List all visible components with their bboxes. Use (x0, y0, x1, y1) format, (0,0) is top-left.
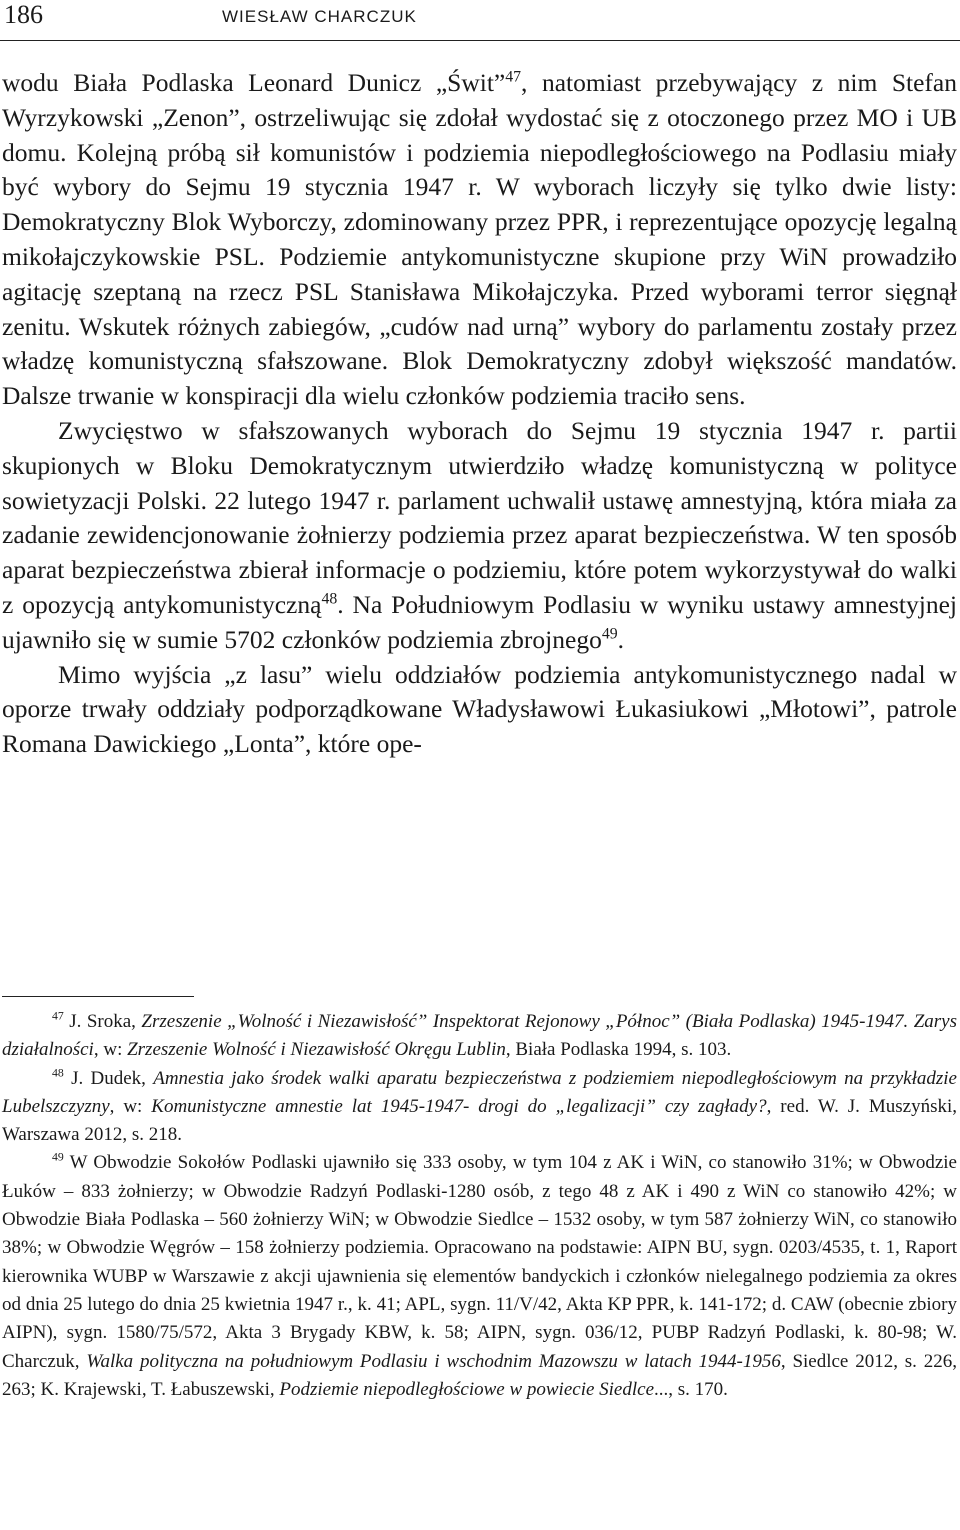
paragraph (2, 414, 957, 658)
page-header (0, 0, 960, 41)
text-span: J. Dudek, (63, 1067, 154, 1089)
text-span: . (617, 624, 624, 654)
footnote-separator (2, 996, 194, 997)
footnote-ref: 49 (601, 625, 618, 643)
footnote-ref: 48 (321, 590, 338, 608)
paragraph (2, 66, 957, 414)
text-span: Zwycięstwo w sfałszowanych wyborach do Sejmu 19 stycznia 1947 r. partii skupionych w Bloku Demokratycznym utwierdziło władzę komunistyczną w polityce sowietyzacji Polski. 22 lutego 1947 r. parlament uchwalił ustawę amnestyjną, która miała za zadanie zewidencjonowanie żołnierzy podziemia przez aparat bezpieczeństwa. W ten sposób aparat bezpieczeństwa zbierał informacje o podziemiu, które potem wykorzystywał do walki z opozycją antykomunistyczną (2, 415, 957, 619)
page-number: 186 (4, 0, 43, 29)
text-span: , w: (93, 1039, 128, 1061)
text-span: wodu Biała Podlaska Leonard Dunicz „Świt” (2, 68, 506, 97)
italic-title: Zrzeszenie Wolność i Niezawisłość Okręgu Lublin (127, 1039, 506, 1061)
text-span: Mimo wyjścia „z lasu” wielu oddziałów podziemia antykomunistycznego nadal w oporze trwały oddziały podporządkowane Władysławowi Łukasiukowi „Młotowi”, patrole Romana Dawickiego „Lonta”, które ope- (2, 659, 957, 759)
text-span: , natomiast przebywający z nim Stefan Wyrzykowski „Zenon”, ostrzeliwując się zdołał wydostać się z otoczonego przez MO i UB domu. Kolejną próbą sił komunistów i podziemia niepodległościowego na Podlasiu miały być wybory do Sejmu 19 stycznia 1947 r. W wyborach liczyły się tylko dwie listy: Demokratyczny Blok Wyborczy, zdominowany przez PPR, i reprezentujące opozycję legalną mikołajczykowskie PSL. Podziemie antykomunistyczne skupione przy WiN prowadziło agitację szeptaną na rzecz PSL Stanisława Mikołajczyka. Przed wyborami terror sięgnął zenitu. Wskutek różnych zabiegów, „cudów nad urną” wybory do parlamentu zostały przez władzę komunistyczną sfałszowane. Blok Demokratyczny zdobył większość mandatów. Dalsze trwanie w konspiracji dla wielu członków podziemia traciło sens. (2, 68, 957, 411)
text-span: , Siedlce 2012, s. 226, 263; K. Krajewski, T. Łabuszewski, (2, 1350, 957, 1400)
italic-title: Komunistyczne amnestie lat 1945-1947- drogi do „legalizacji” czy zagłady? (151, 1095, 767, 1117)
text-span: ..., s. 170. (654, 1378, 728, 1400)
footnote-number: 49 (52, 1151, 64, 1165)
text-span: J. Sroka, (63, 1011, 142, 1032)
footnote-number: 48 (52, 1066, 64, 1080)
italic-title: Zrzeszenie „Wolność i Niezawisłość” Inspektorat Rejonowy „Północ” (Biała Podlaska) 1945-1947. Zarys działalności (2, 1011, 957, 1061)
italic-title: Podziemie niepodległościowe w powiecie Siedlce (279, 1378, 655, 1400)
footnote-number: 47 (52, 1009, 64, 1023)
paragraph (2, 658, 957, 762)
main-text (2, 66, 957, 762)
text-span: , w: (109, 1095, 152, 1117)
text-span: , Biała Podlaska 1994, s. 103. (505, 1039, 732, 1061)
italic-title: Amnestia jako środek walki aparatu bezpieczeństwa z podziemiem niepodległościowym na przykładzie Lubelszczyzny (2, 1067, 957, 1117)
italic-title: Walka polityczna na południowym Podlasiu i wschodnim Mazowszu w latach 1944-1956 (86, 1350, 781, 1372)
footnotes (2, 1008, 957, 1404)
text-span: . Na Południowym Podlasiu w wyniku ustawy amnestyjnej ujawniło się w sumie 5702 członków podziemia zbrojnego (2, 589, 957, 654)
text-span: , red. W. J. Muszyński, Warszawa 2012, s. 218. (2, 1095, 957, 1146)
running-head: WIESŁAW CHARCZUK (222, 7, 417, 26)
footnote-ref: 47 (505, 68, 522, 86)
footnote-49 (2, 1149, 957, 1404)
footnote-48 (2, 1065, 957, 1150)
text-span: W Obwodzie Sokołów Podlaski ujawniło się 333 osoby, w tym 104 z AK i WiN, co stanowiło 31%; w Obwodzie Łuków – 833 żołnierzy; w Obwodzie Radzyń Podlaski-1280 osób, z tego 48 z AK i 490 z WiN co stanowiło 42%; w Obwodzie Biała Podlaska – 560 żołnierzy WiN; w Obwodzie Siedlce – 1532 osoby, w tym 587 żołnierzy WiN, co stanowiło 38%; w Obwodzie Węgrów – 158 żołnierzy podziemia. Opracowano na podstawie: AIPN BU, sygn. 0203/4535, t. 1, Raport kierownika WUBP w Warszawie z akcji ujawnienia się elementów bandyckich i członków nielegalnego podziemia za okres od dnia 25 lutego do dnia 25 kwietnia 1947 r., k. 41; APL, sygn. 11/V/42, Akta KP PPR, k. 141-172; d. CAW (obecnie zbiory AIPN), sygn. 1580/75/572, Akta 3 Brygady KBW, k. 58; AIPN, sygn. 036/12, PUBP Radzyń Podlaski, k. 80-98; W. Charczuk, (2, 1152, 957, 1372)
footnote-47 (2, 1008, 957, 1065)
